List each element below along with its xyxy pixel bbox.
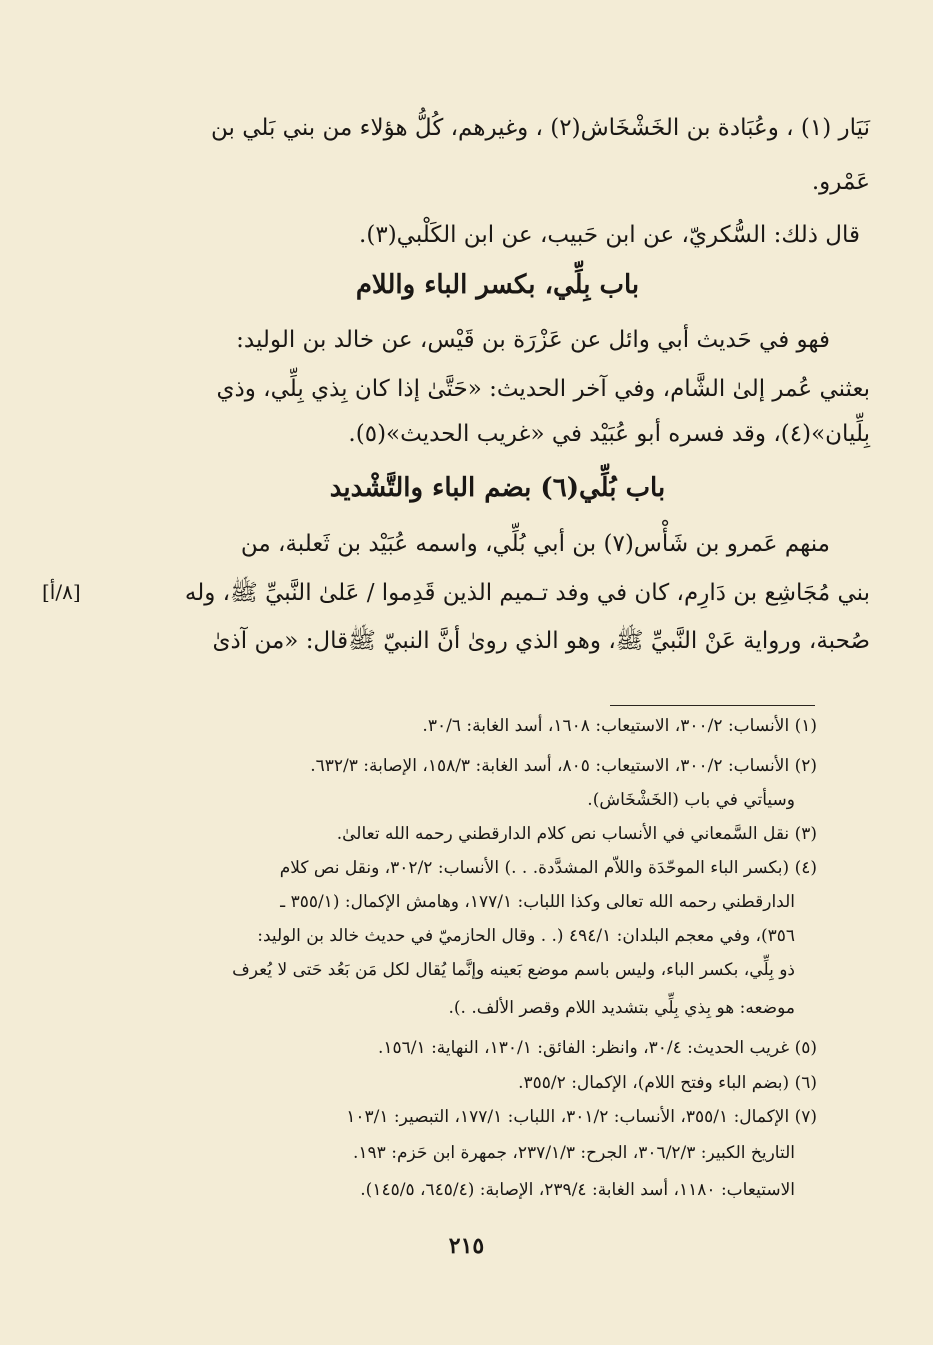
- footnote-3: (٣) نقل السَّمعاني في الأنساب نص كلام الدارقطني رحمه الله تعالىٰ.: [336, 824, 817, 844]
- footnote-6: (٦) (بضم الباء وفتح اللام)، الإكمال: ٣٥٥/٢.: [518, 1073, 817, 1093]
- page-number: ٢١٥: [448, 1233, 485, 1259]
- footnote-4-cont-3: ذو بِلِّي، بكسر الباء، وليس باسم موضع بَعينه وإنَّما يُقال لكل مَن بَعُد حَتى لا يُعرف: [232, 960, 795, 980]
- body-line-1: نَيَار (١) ، وعُبَادة بن الخَشْخَاش(٢) ، وغيرهم، كُلُّ هؤلاء من بني بَلي بن: [210, 115, 870, 141]
- footnote-2: (٢) الأنساب: ٣٠٠/٢، الاستيعاب: ٨٠٥، أسد الغابة: ١٥٨/٣، الإصابة: ٦٣٢/٣.: [310, 756, 817, 776]
- footnote-4-cont-1: الدارقطني رحمه الله تعالى وكذا اللباب: ١٧٧/١، وهامش الإكمال: (٣٥٥/١ ـ: [280, 892, 795, 912]
- body-line-2: عَمْرو.: [811, 169, 870, 195]
- footnote-7-cont-1: التاريخ الكبير: ٣٠٦/٢/٣، الجرح: ٢٣٧/١/٣، جمهرة ابن حَزم: ١٩٣.: [353, 1143, 795, 1163]
- body-line-6: بِلِّيان»(٤)، وقد فسره أبو عُبَيْد في «غريب الحديث»(٥).: [348, 421, 870, 447]
- section-heading-bilii: باب بِلِّي، بكسر الباء واللام: [355, 270, 640, 300]
- footnote-4-cont-2: ٣٥٦)، وفي معجم البلدان: ٤٩٤/١ (. . وقال الحازميّ في حديث خالد بن الوليد:: [257, 926, 795, 946]
- footnote-7-cont-2: الاستيعاب: ١١٨٠، أسد الغابة: ٢٣٩/٤، الإصابة: (٦٤٥/٤، ١٤٥/٥).: [360, 1180, 795, 1200]
- footnote-2-cont: وسيأتي في باب (الخَشْخَاش).: [587, 790, 795, 810]
- body-line-8: بني مُجَاشِع بن دَارِم، كان في وفد تـميم الذين قَدِموا / عَلىٰ النَّبيِّ ﷺ، وله: [184, 580, 870, 606]
- footnote-7: (٧) الإكمال: ٣٥٥/١، الأنساب: ٣٠١/٢، اللباب: ١٧٧/١، التبصير: ١٠٣/١: [346, 1107, 817, 1127]
- body-line-7: منهم عَمرو بن شَأْس(٧) بن أبي بُلِّي، واسمه عُبَيْد بن ثَعلبة، من: [240, 531, 830, 557]
- footnote-separator: [610, 705, 815, 706]
- manuscript-folio-marker: [٨/أ]: [42, 580, 81, 604]
- footnote-5: (٥) غريب الحديث: ٣٠/٤، وانظر: الفائق: ١٣٠/١، النهاية: ١٥٦/١.: [378, 1038, 817, 1058]
- body-line-4: فهو في حَديث أبي وائل عن عَزْرَة بن قَيْس، عن خالد بن الوليد:: [236, 327, 830, 353]
- footnote-4-cont-4: موضعه: هو بِذي بِلِّي بتشديد اللام وقصر الألف. .).: [448, 998, 795, 1018]
- body-line-3: قال ذلك: السُّكريّ، عن ابن حَبيب، عن ابن الكَلْبي(٣).: [359, 222, 860, 248]
- section-heading-bulii: باب بُلِّي(٦) بضم الباء والتَّشْديد: [329, 473, 666, 503]
- body-line-9: صُحبة، ورواية عَنْ النَّبيِّ ﷺ، وهو الذي روىٰ أنَّ النبيّ ﷺقال: «من آذىٰ: [212, 628, 870, 654]
- body-line-5: بعثني عُمر إلىٰ الشَّام، وفي آخر الحديث: «حَتَّىٰ إذا كان بِذي بِلِّي، وذي: [216, 376, 870, 402]
- footnote-4: (٤) (بكسر الباء الموحّدَة واللاّم المشدَّدة. . .) الأنساب: ٣٠٢/٢، ونقل نص كلام: [279, 858, 817, 878]
- footnote-1: (١) الأنساب: ٣٠٠/٢، الاستيعاب: ١٦٠٨، أسد الغابة: ٣٠/٦.: [422, 716, 817, 736]
